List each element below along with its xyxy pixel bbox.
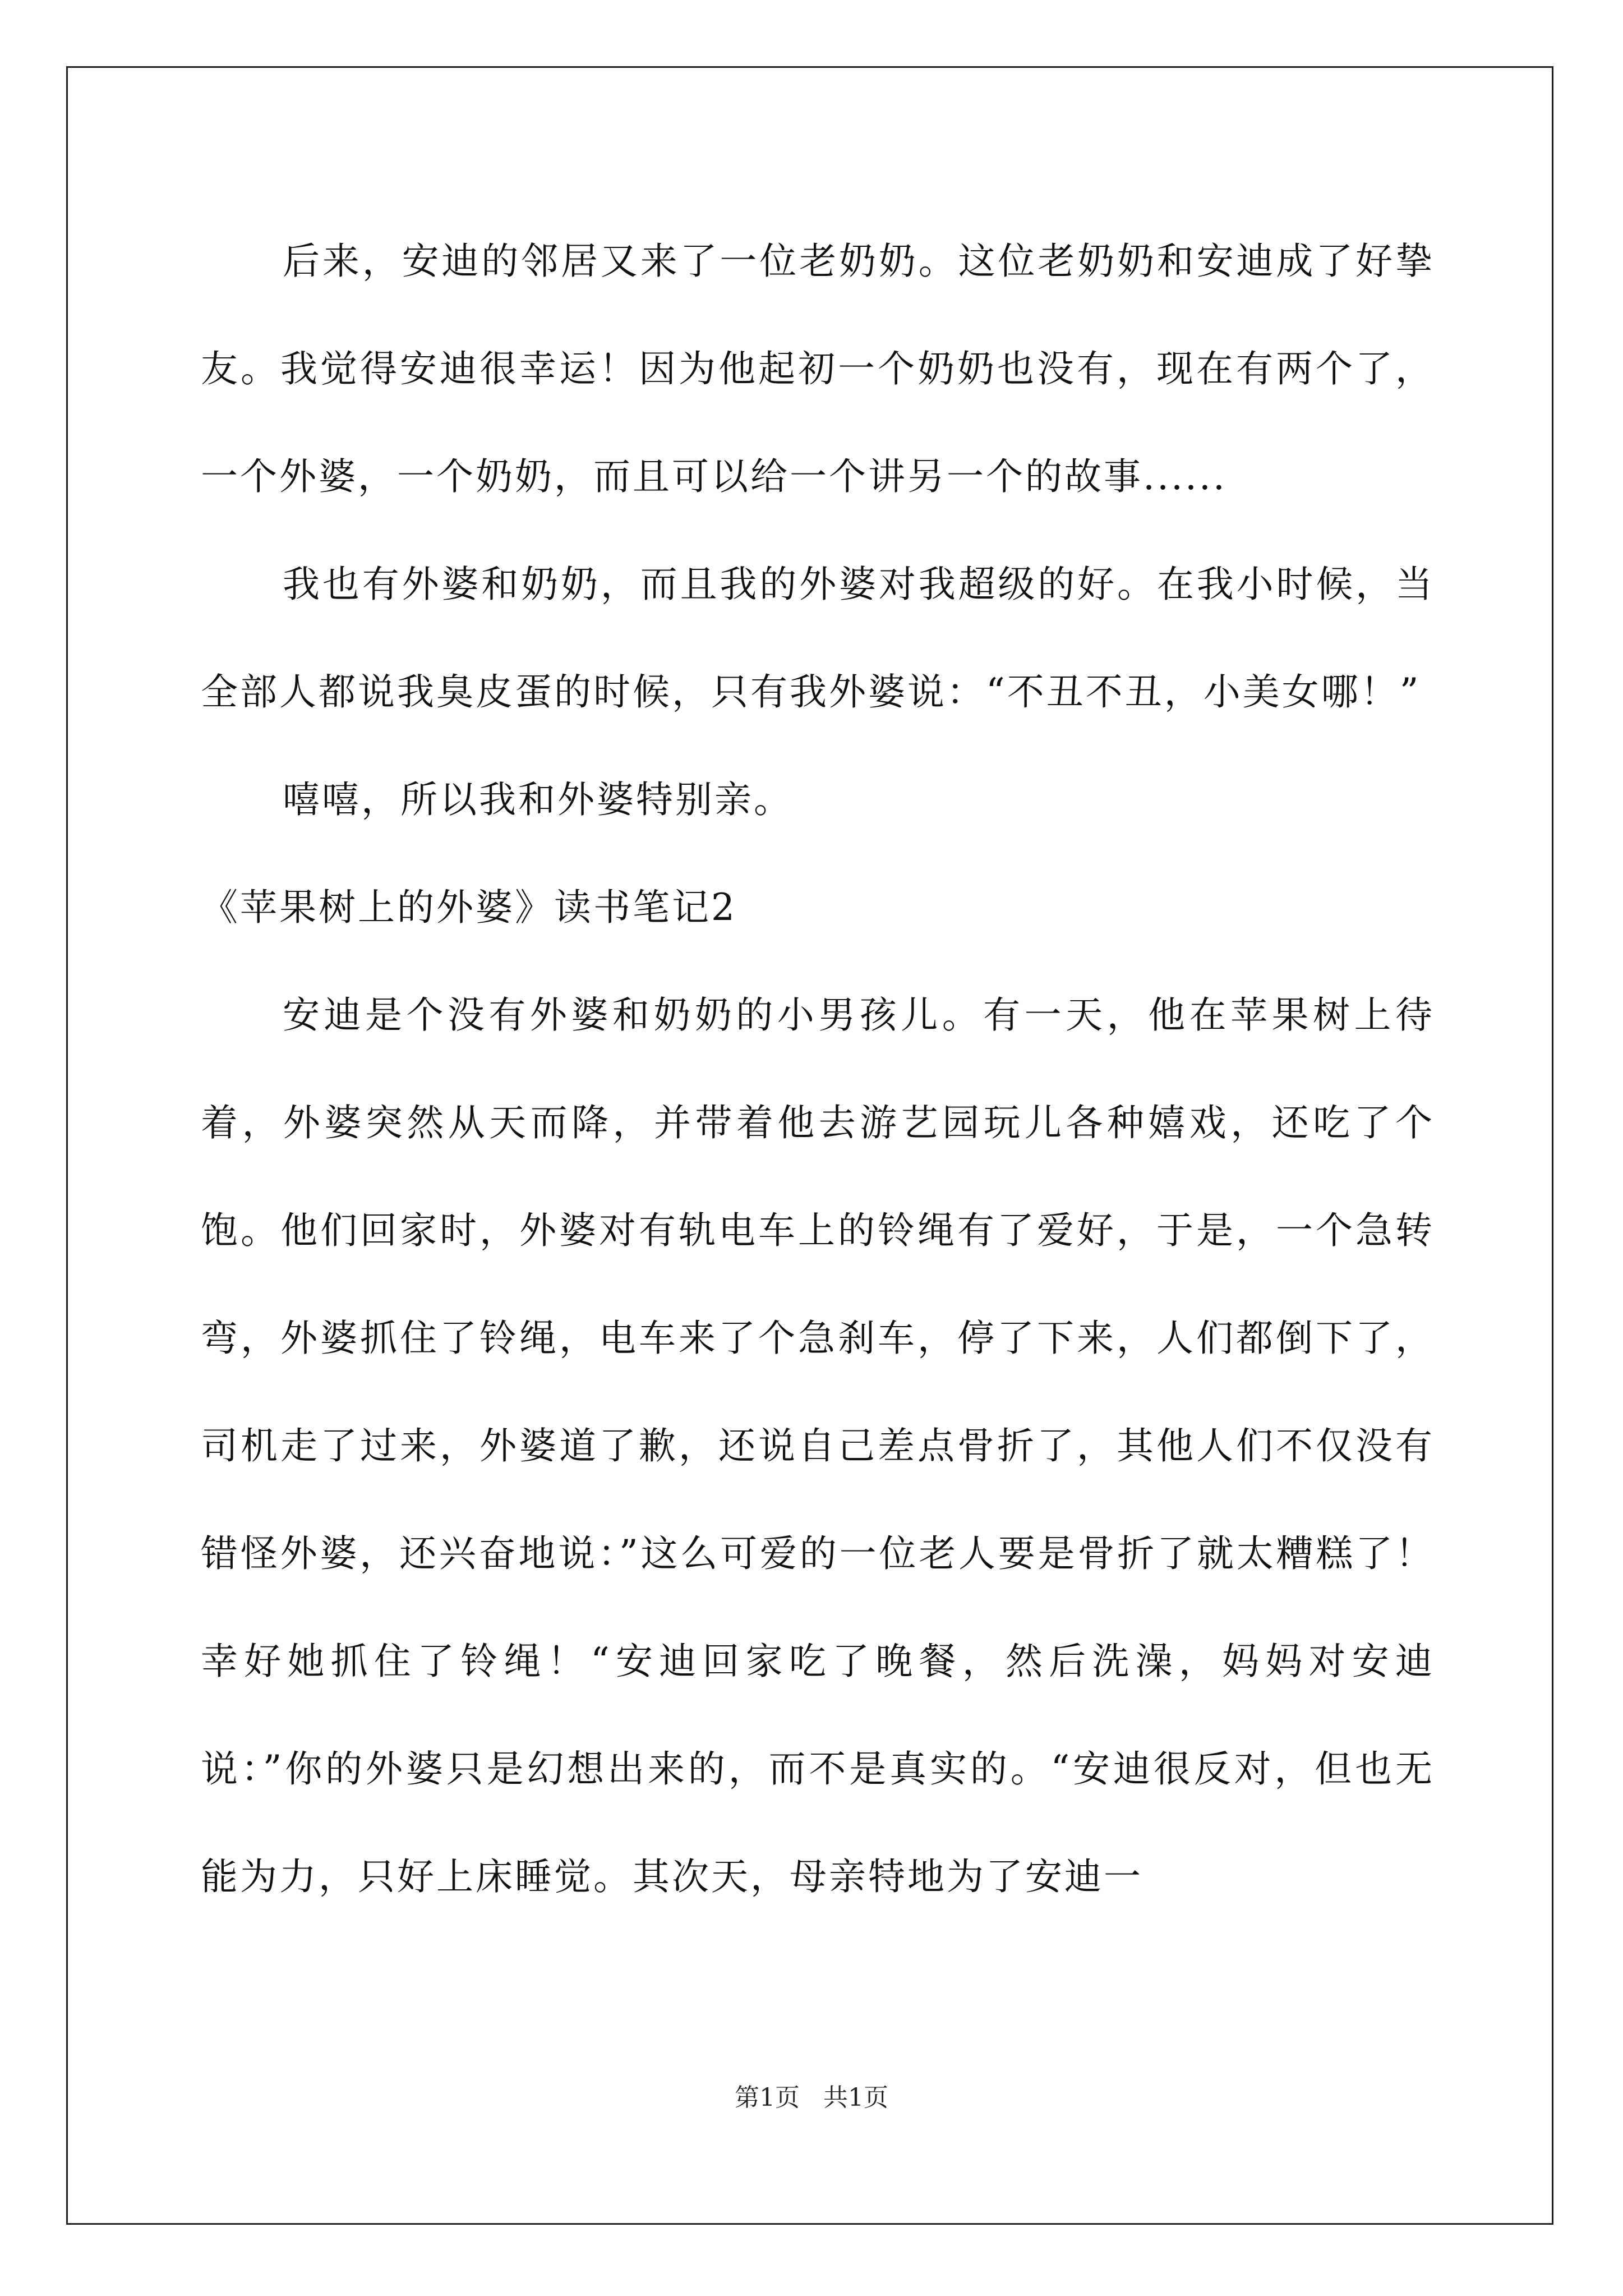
paragraph-1: 后来，安迪的邻居又来了一位老奶奶。这位老奶奶和安迪成了好挚友。我觉得安迪很幸运！因为他起初一个奶奶也没有，现在有两个了，一个外婆，一个奶奶，而且可以给一个讲另一个的故事......: [201, 240, 1435, 498]
page-total: 共1页: [823, 2083, 888, 2112]
document-body: [201, 208, 1435, 1931]
page-footer: [0, 2081, 1623, 2115]
page-number: 第1页: [735, 2083, 800, 2112]
paragraph-4: 安迪是个没有外婆和奶奶的小男孩儿。有一天，他在苹果树上待着，外婆突然从天而降，并带着他去游艺园玩儿各种嬉戏，还吃了个饱。他们回家时，外婆对有轨电车上的铃绳有了爱好，于是，一个急转弯，外婆抓住了铃绳，电车来了个急刹车，停了下来，人们都倒下了，司机走了过来，外婆道了歉，还说自己差点骨折了，其他人们不仅没有错怪外婆，还兴奋地说：”这么可爱的一位老人要是骨折了就太糟糕了！幸好她抓住了铃绳！“安迪回家吃了晚餐，然后洗澡，妈妈对安迪说：”你的外婆只是幻想出来的，而不是真实的。“安迪很反对，但也无能为力，只好上床睡觉。其次天，母亲特地为了安迪一: [201, 993, 1435, 1898]
paragraph-2: 我也有外婆和奶奶，而且我的外婆对我超级的好。在我小时候，当全部人都说我臭皮蛋的时候，只有我外婆说：“不丑不丑，小美女哪！”: [201, 563, 1435, 714]
paragraph-3: 嘻嘻，所以我和外婆特别亲。: [283, 778, 793, 821]
section-heading: 《苹果树上的外婆》读书笔记2: [201, 886, 737, 929]
